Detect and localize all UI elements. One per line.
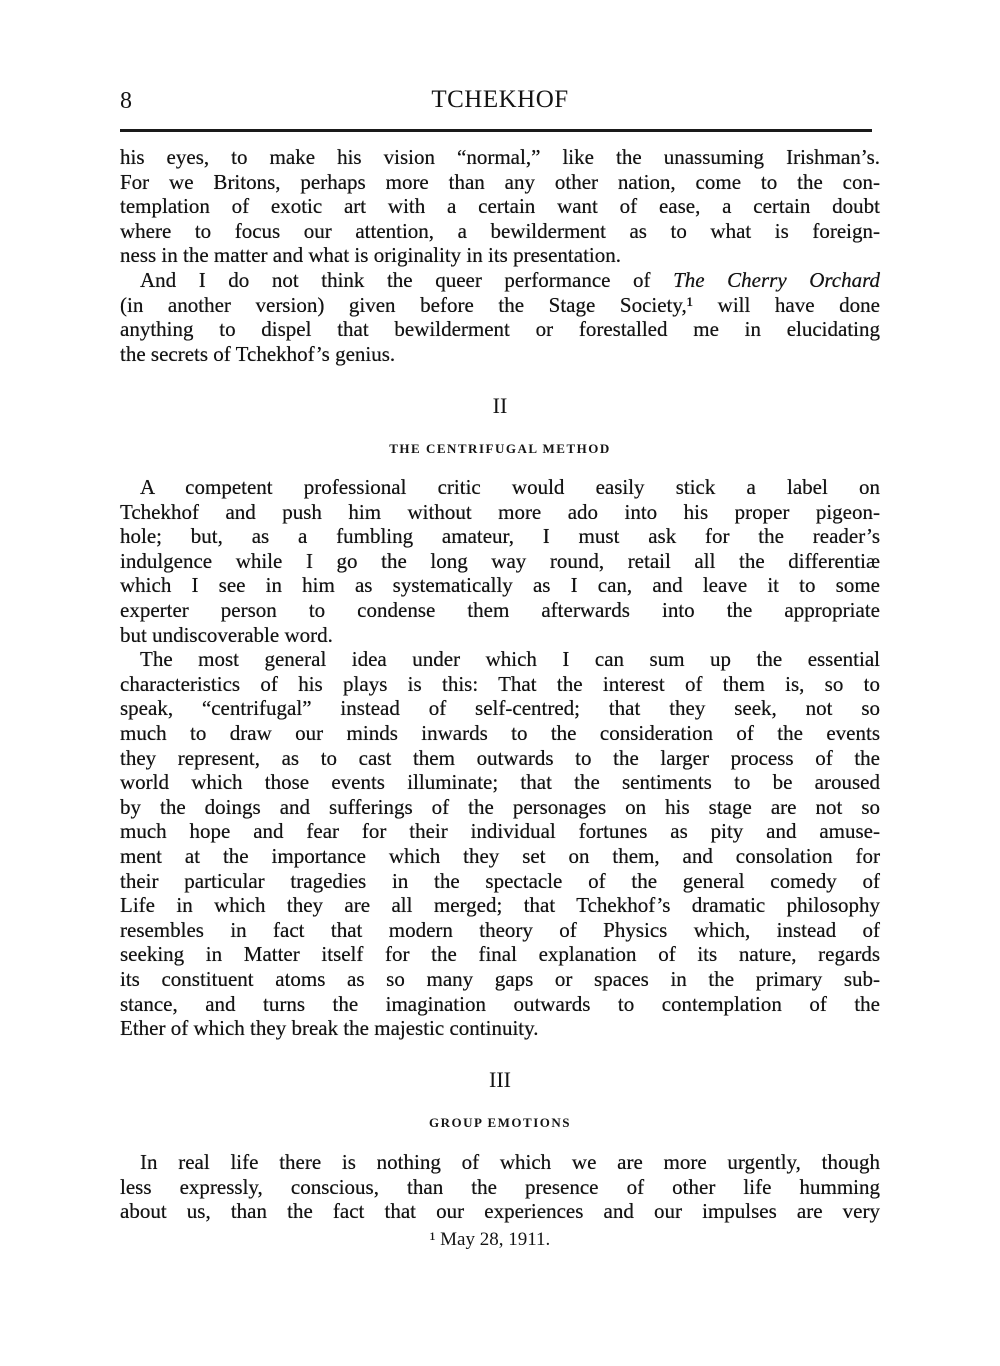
text-line: which I see in him as systematically as I can, and leave it to some (120, 573, 880, 598)
text-line: by the doings and sufferings of the personages on his stage are not so (120, 794, 880, 819)
footnote: ¹ May 28, 1911. (429, 1229, 551, 1250)
section-number: III (489, 1067, 511, 1092)
text-line: about us, than the fact that our experiences and our impulses are very (120, 1199, 880, 1224)
text-line: For we Britons, perhaps more than any other nation, come to the con- (120, 169, 880, 194)
text-line: its constituent atoms as so many gaps or spaces in the primary sub- (120, 967, 880, 991)
text-line (120, 268, 880, 292)
italic-title: The Cherry Orchard (673, 268, 880, 292)
text-line: world which those events illuminate; that the sentiments to be aroused (120, 770, 880, 795)
text-line: anything to dispel that bewilderment or forestalled me in elucidating (120, 317, 880, 342)
text-line: Ether of which they break the majestic continuity. (120, 1016, 539, 1041)
text-line: his eyes, to make his vision “normal,” like the unassuming Irishman’s. (120, 145, 880, 169)
header-rule (120, 129, 872, 132)
text-line: indulgence while I go the long way round, retail all the differentiæ (120, 548, 880, 573)
text-line: characteristics of his plays is this: That the interest of them is, so to (120, 671, 880, 696)
text-line: where to focus our attention, a bewilderment as to what is foreign- (120, 218, 880, 243)
text-line: Tchekhof and push him without more ado into his proper pigeon- (120, 499, 880, 524)
text-line: seeking in Matter itself for the final explanation of its nature, regards (120, 942, 880, 967)
text-span: And I do not think the queer performance of (140, 268, 674, 292)
section-number: II (492, 393, 508, 418)
text-line: A competent professional critic would easily stick a label on (140, 475, 880, 499)
text-line: much hope and fear for their individual fortunes as pity and amuse- (120, 819, 880, 844)
text-line: ness in the matter and what is originality in its presentation. (120, 243, 621, 268)
text-line: Life in which they are all merged; that Tchekhof’s dramatic philosophy (120, 893, 880, 918)
text-line: their particular tragedies in the spectacle of the general comedy of (120, 868, 880, 893)
text-line: much to draw our minds inwards to the consideration of the events (120, 721, 880, 745)
text-line: stance, and turns the imagination outwards to contemplation of the (120, 991, 880, 1016)
text-line: the secrets of Tchekhof’s genius. (120, 341, 396, 366)
text-line: speak, “centrifugal” instead of self-centred; that they seek, not so (120, 696, 880, 721)
section-title: THE CENTRIFUGAL METHOD (389, 441, 611, 456)
text-line: In real life there is nothing of which we are more urgently, though (140, 1150, 880, 1174)
text-line: experter person to condense them afterwards into the appropriate (120, 598, 880, 622)
text-line: less expressly, conscious, than the presence of other life humming (120, 1174, 880, 1199)
text-line: hole; but, as a fumbling amateur, I must ask for the reader’s (120, 524, 880, 549)
text-line: templation of exotic art with a certain want of ease, a certain doubt (120, 194, 880, 219)
page-number: 8 (120, 88, 132, 114)
section-title: GROUP EMOTIONS (429, 1115, 571, 1130)
text-line: they represent, as to cast them outwards to the larger process of the (120, 745, 880, 770)
text-line: The most general idea under which I can sum up the essential (140, 647, 880, 672)
text-line: but undiscoverable word. (120, 622, 333, 647)
running-title: TCHEKHOF (431, 86, 569, 113)
text-line: resembles in fact that modern theory of Physics which, instead of (120, 917, 880, 942)
text-line: ment at the importance which they set on them, and consolation for (120, 844, 880, 868)
text-line: (in another version) given before the Stage Society,¹ will have done (120, 292, 880, 317)
